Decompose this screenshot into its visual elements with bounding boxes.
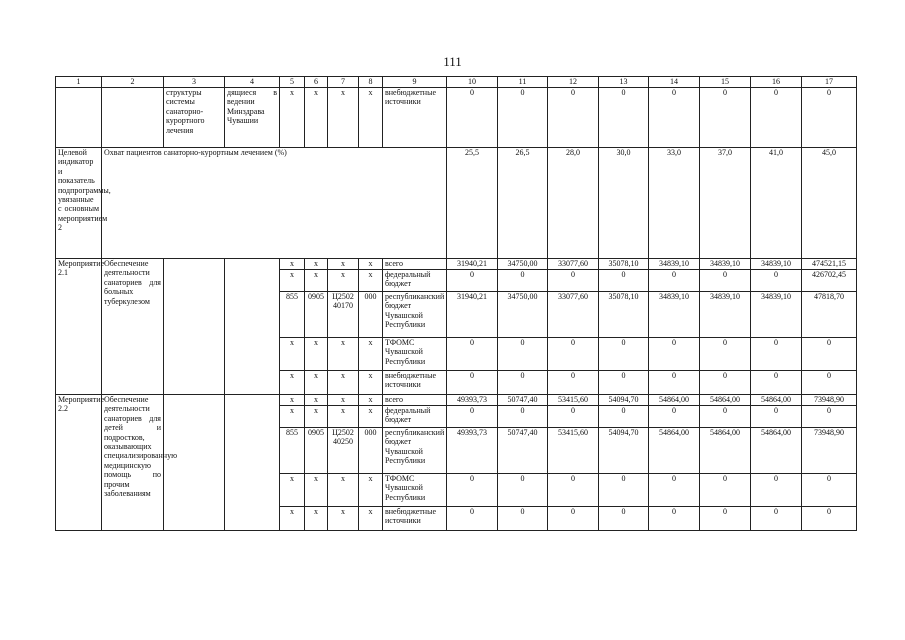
code-cell: x [328, 395, 359, 406]
value-cell: 73948,90 [802, 395, 857, 406]
value-cell: 0 [751, 507, 802, 531]
value-cell: 49393,73 [447, 395, 498, 406]
code-cell: x [305, 270, 328, 292]
indicator-value: 28,0 [548, 148, 599, 259]
indicator-value: 37,0 [700, 148, 751, 259]
value-cell: 0 [498, 474, 548, 507]
code-cell: 855 [280, 428, 305, 474]
page-number: 111 [443, 54, 462, 69]
value-cell: 54864,00 [649, 395, 700, 406]
funding-source: республиканский бюджет Чувашской Республики [383, 428, 447, 474]
value-cell: 0 [498, 406, 548, 428]
code-cell: Ц2502 40250 [328, 428, 359, 474]
funding-source: внебюджетные источники [383, 371, 447, 395]
code-cell: x [359, 88, 383, 148]
column-number: 15 [700, 77, 751, 88]
code-cell: x [280, 406, 305, 428]
code-cell: x [305, 88, 328, 148]
continuation-subordination-text: дящиеся в ведении Минздрава Чувашии [225, 88, 280, 148]
value-cell: 50747,40 [498, 428, 548, 474]
value-cell: 0 [447, 270, 498, 292]
event-label [56, 395, 105, 531]
value-cell: 0 [802, 474, 857, 507]
cell-empty [164, 259, 225, 395]
code-cell: x [328, 371, 359, 395]
value-cell: 0 [548, 371, 599, 395]
value-cell: 0 [751, 474, 802, 507]
code-cell: 0905 [305, 428, 328, 474]
code-cell: x [328, 88, 359, 148]
value-cell: 0 [447, 507, 498, 531]
event-label-text: Мероприятие 2.1 [58, 259, 105, 278]
funding-row [56, 395, 857, 406]
value-cell: 0 [447, 88, 498, 148]
code-cell: x [280, 270, 305, 292]
code-cell: x [359, 507, 383, 531]
code-cell: x [328, 270, 359, 292]
value-cell: 0 [700, 474, 751, 507]
value-cell: 0 [599, 338, 649, 371]
funding-source: всего [383, 259, 447, 270]
code-cell: x [280, 395, 305, 406]
value-cell: 0 [599, 406, 649, 428]
code-cell: x [328, 338, 359, 371]
value-cell: 0 [751, 338, 802, 371]
value-cell: 0 [751, 371, 802, 395]
code-cell: x [359, 395, 383, 406]
value-cell: 0 [548, 270, 599, 292]
funding-source: ТФОМС Чувашской Республики [383, 474, 447, 507]
value-cell: 53415,60 [548, 428, 599, 474]
value-cell: 0 [751, 88, 802, 148]
funding-source: ТФОМС Чувашской Республики [383, 338, 447, 371]
value-cell: 0 [649, 338, 700, 371]
code-cell: x [305, 338, 328, 371]
event-name-text: Обеспечение деятельности санаториев для больных туберкулезом [104, 259, 161, 306]
funding-source: федеральный бюджет [383, 270, 447, 292]
value-cell: 0 [700, 406, 751, 428]
event-name [102, 395, 178, 531]
value-cell: 54094,70 [599, 395, 649, 406]
code-cell: x [305, 371, 328, 395]
value-cell: 54864,00 [700, 395, 751, 406]
value-cell: 0 [447, 474, 498, 507]
value-cell: 0 [700, 88, 751, 148]
indicator-row [56, 148, 857, 259]
value-cell: 474521,15 [802, 259, 857, 270]
value-cell: 34839,10 [700, 259, 751, 270]
value-cell: 35078,10 [599, 259, 649, 270]
value-cell: 50747,40 [498, 395, 548, 406]
value-cell: 0 [599, 371, 649, 395]
value-cell: 34750,00 [498, 259, 548, 270]
value-cell: 0 [447, 371, 498, 395]
value-cell: 47818,70 [802, 292, 857, 338]
value-cell: 0 [548, 507, 599, 531]
value-cell: 0 [649, 406, 700, 428]
value-cell: 73948,90 [802, 428, 857, 474]
value-cell: 34839,10 [751, 292, 802, 338]
code-cell: x [359, 474, 383, 507]
value-cell: 33077,60 [548, 259, 599, 270]
value-cell: 31940,21 [447, 259, 498, 270]
value-cell: 0 [802, 371, 857, 395]
value-cell: 0 [802, 338, 857, 371]
indicator-value: 41,0 [751, 148, 802, 259]
value-cell: 0 [498, 338, 548, 371]
code-cell: 000 [359, 428, 383, 474]
code-cell: 000 [359, 292, 383, 338]
budget-table [55, 76, 857, 531]
value-cell: 0 [498, 371, 548, 395]
value-cell: 0 [802, 507, 857, 531]
funding-source: республиканский бюджет Чувашской Республики [383, 292, 447, 338]
funding-source: федеральный бюджет [383, 406, 447, 428]
funding-source: внебюджетные источники [383, 507, 447, 531]
indicator-value: 25,5 [447, 148, 498, 259]
event-name-text: Обеспечение деятельности санаториев для детей и подростков, оказывающих специализированную медицинскую помощь по прочим заболеваниям [104, 395, 178, 499]
value-cell: 0 [649, 88, 700, 148]
code-cell: 855 [280, 292, 305, 338]
code-cell: x [280, 474, 305, 507]
code-cell: x [280, 338, 305, 371]
code-cell: x [359, 338, 383, 371]
event-name [102, 259, 164, 395]
value-cell: 0 [599, 88, 649, 148]
value-cell: 0 [599, 270, 649, 292]
code-cell: x [359, 406, 383, 428]
code-cell: x [328, 259, 359, 270]
value-cell: 0 [700, 338, 751, 371]
column-number: 4 [225, 77, 280, 88]
indicator-value: 26,5 [498, 148, 548, 259]
value-cell: 0 [649, 270, 700, 292]
value-cell: 0 [700, 270, 751, 292]
value-cell: 426702,45 [802, 270, 857, 292]
code-cell: x [359, 270, 383, 292]
value-cell: 54864,00 [751, 428, 802, 474]
value-cell: 0 [649, 474, 700, 507]
value-cell: 54864,00 [700, 428, 751, 474]
column-number: 9 [383, 77, 447, 88]
value-cell: 0 [548, 338, 599, 371]
continuation-structure-text: структуры системы санаторно-курортного лечения [164, 88, 225, 148]
code-cell: x [305, 395, 328, 406]
value-cell: 0 [751, 270, 802, 292]
value-cell: 33077,60 [548, 292, 599, 338]
column-number: 3 [164, 77, 225, 88]
code-cell: x [280, 507, 305, 531]
value-cell: 54864,00 [649, 428, 700, 474]
value-cell: 0 [447, 338, 498, 371]
code-cell: x [305, 507, 328, 531]
code-cell: x [305, 406, 328, 428]
column-number: 8 [359, 77, 383, 88]
column-number: 10 [447, 77, 498, 88]
value-cell: 0 [599, 507, 649, 531]
code-cell: x [280, 259, 305, 270]
value-cell: 54864,00 [751, 395, 802, 406]
value-cell: 0 [498, 507, 548, 531]
value-cell: 49393,73 [447, 428, 498, 474]
value-cell: 0 [700, 507, 751, 531]
indicator-value: 33,0 [649, 148, 700, 259]
column-number: 7 [328, 77, 359, 88]
value-cell: 0 [498, 88, 548, 148]
value-cell: 34839,10 [649, 259, 700, 270]
funding-source: внебюджетные источники [383, 88, 447, 148]
code-cell: Ц2502 40170 [328, 292, 359, 338]
column-number: 17 [802, 77, 857, 88]
value-cell: 34839,10 [649, 292, 700, 338]
code-cell: x [359, 259, 383, 270]
value-cell: 0 [548, 406, 599, 428]
code-cell: x [328, 507, 359, 531]
value-cell: 0 [498, 270, 548, 292]
column-number: 6 [305, 77, 328, 88]
cell-empty [56, 88, 102, 148]
indicator-value: 45,0 [802, 148, 857, 259]
value-cell: 0 [802, 406, 857, 428]
cell-empty [164, 395, 225, 531]
value-cell: 0 [802, 88, 857, 148]
value-cell: 0 [751, 406, 802, 428]
value-cell: 0 [447, 406, 498, 428]
event-label [56, 259, 105, 395]
header-row [56, 77, 857, 88]
cell-empty [102, 88, 164, 148]
event-label-text: Мероприятие 2.2 [58, 395, 105, 414]
value-cell: 0 [548, 474, 599, 507]
column-number: 12 [548, 77, 599, 88]
continuation-row [56, 88, 857, 148]
value-cell: 34839,10 [751, 259, 802, 270]
value-cell: 0 [599, 474, 649, 507]
code-cell: x [359, 371, 383, 395]
code-cell: x [328, 406, 359, 428]
column-number: 14 [649, 77, 700, 88]
column-number: 5 [280, 77, 305, 88]
column-number: 1 [56, 77, 102, 88]
value-cell: 0 [548, 88, 599, 148]
column-number: 2 [102, 77, 164, 88]
value-cell: 54094,70 [599, 428, 649, 474]
code-cell: 0905 [305, 292, 328, 338]
funding-source: всего [383, 395, 447, 406]
value-cell: 0 [700, 371, 751, 395]
value-cell: 34750,00 [498, 292, 548, 338]
column-number: 11 [498, 77, 548, 88]
indicator-label: Целевой индикатор и показатель подпрограммы, увязанные с основным мероприятием 2 [56, 148, 102, 259]
value-cell: 34839,10 [700, 292, 751, 338]
cell-empty [225, 395, 280, 531]
indicator-value: 30,0 [599, 148, 649, 259]
code-cell: x [280, 88, 305, 148]
column-number: 16 [751, 77, 802, 88]
funding-row [56, 259, 857, 270]
value-cell: 53415,60 [548, 395, 599, 406]
cell-empty [225, 259, 280, 395]
indicator-text: Охват пациентов санаторно-курортным лечением (%) [102, 148, 447, 259]
code-cell: x [280, 371, 305, 395]
value-cell: 0 [649, 371, 700, 395]
code-cell: x [305, 474, 328, 507]
column-number: 13 [599, 77, 649, 88]
value-cell: 0 [649, 507, 700, 531]
value-cell: 31940,21 [447, 292, 498, 338]
code-cell: x [328, 474, 359, 507]
value-cell: 35078,10 [599, 292, 649, 338]
code-cell: x [305, 259, 328, 270]
